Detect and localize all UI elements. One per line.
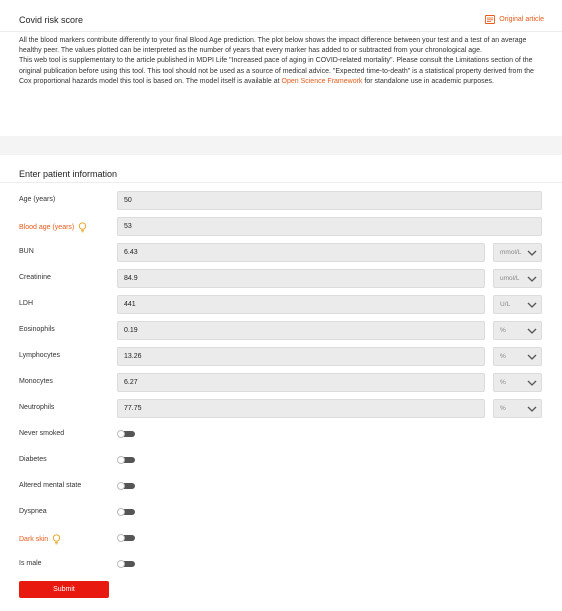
chevron-down-icon [527,302,537,308]
toggle-label: Diabetes [19,456,47,463]
toggle-row [0,529,562,548]
toggle-label: Is male [19,560,42,567]
toggle-row [0,555,562,574]
field-label: Lymphocytes [19,352,60,359]
toggle-knob [117,456,125,464]
chevron-down-icon [527,250,537,256]
field-row [0,191,562,210]
toggle-switch[interactable] [117,535,135,541]
patient-form-title: Enter patient information [19,169,118,179]
toggle-knob [117,534,125,542]
page-title: Covid risk score [19,15,84,25]
field-input[interactable]: 13.26 [117,347,485,366]
toggle-row [0,451,562,470]
toggle-switch[interactable] [117,561,135,567]
unit-select[interactable]: % [493,321,542,340]
chevron-down-icon [527,406,537,412]
field-label: Age (years) [19,196,56,203]
submit-button[interactable]: Submit [19,581,109,598]
field-row [0,269,562,288]
field-label: LDH [19,300,34,307]
field-input[interactable]: 0.19 [117,321,485,340]
unit-select[interactable]: U/L [493,295,542,314]
toggle-knob [117,560,125,568]
toggle-label: Altered mental state [19,482,82,489]
field-label: Neutrophils [19,404,55,411]
description-paragraph-2 [19,56,543,87]
field-label: BUN [19,248,34,255]
description-paragraph-2-end: for standalone use in academic purposes. [362,77,494,85]
original-article-link[interactable] [485,15,544,24]
field-input[interactable]: 84.9 [117,269,485,288]
toggle-knob [117,430,125,438]
field-label: Eosinophils [19,326,55,333]
patient-form-header [0,155,562,183]
patient-form-card [0,155,562,611]
field-input[interactable]: 53 [117,217,542,236]
field-input[interactable]: 6.43 [117,243,485,262]
chevron-down-icon [527,354,537,360]
toggle-label: Dark skin [19,534,61,545]
field-label: Blood age (years) [19,222,87,233]
chevron-down-icon [527,380,537,386]
description-paragraph-2-text: This web tool is supplementary to the article published in MDPI Life "Increased pace of aging in COVID-related mortality". Please consult the Limitations section of the original publication before using this tool. This tool should not be used as a source of medical advice. "Expected time-to-death" is a statistical property derived from the Cox proportional hazards model this tool is based on. The model itself is available at [19,57,534,85]
toggle-label: Never smoked [19,430,65,437]
chevron-down-icon [527,328,537,334]
description-paragraph-1: All the blood markers contribute differently to your final Blood Age prediction. The plot below shows the impact difference between your test and a test of an average healthy peer. The values plotted can be interpreted as the number of years that every marker has added to or subtracted from your chronological age. [19,37,527,55]
field-label: Monocytes [19,378,53,385]
unit-select[interactable]: % [493,347,542,366]
osf-link[interactable]: Open Science Framework [281,77,363,85]
field-row [0,399,562,418]
toggle-row [0,425,562,444]
toggle-knob [117,482,125,490]
unit-select[interactable]: umol/L [493,269,542,288]
toggle-switch[interactable] [117,431,135,437]
info-card [0,0,562,136]
field-input[interactable]: 50 [117,191,542,210]
field-row [0,295,562,314]
toggle-row [0,477,562,496]
original-article-label: Original article [499,16,544,23]
toggle-row [0,503,562,522]
toggle-label: Dyspnea [19,508,47,515]
unit-select[interactable]: % [493,399,542,418]
field-input[interactable]: 441 [117,295,485,314]
lightbulb-icon[interactable] [52,534,61,545]
chevron-down-icon [527,276,537,282]
unit-select[interactable]: mmol/L [493,243,542,262]
unit-select[interactable]: % [493,373,542,392]
field-input[interactable]: 77.75 [117,399,485,418]
toggle-switch[interactable] [117,483,135,489]
field-row [0,243,562,262]
field-row [0,347,562,366]
field-row [0,217,562,236]
toggle-switch[interactable] [117,509,135,515]
info-card-header [0,0,562,32]
field-input[interactable]: 6.27 [117,373,485,392]
field-row [0,321,562,340]
field-label: Creatinine [19,274,51,281]
lightbulb-icon[interactable] [78,222,87,233]
toggle-switch[interactable] [117,457,135,463]
toggle-knob [117,508,125,516]
document-icon [485,15,495,24]
field-row [0,373,562,392]
description [19,36,543,87]
